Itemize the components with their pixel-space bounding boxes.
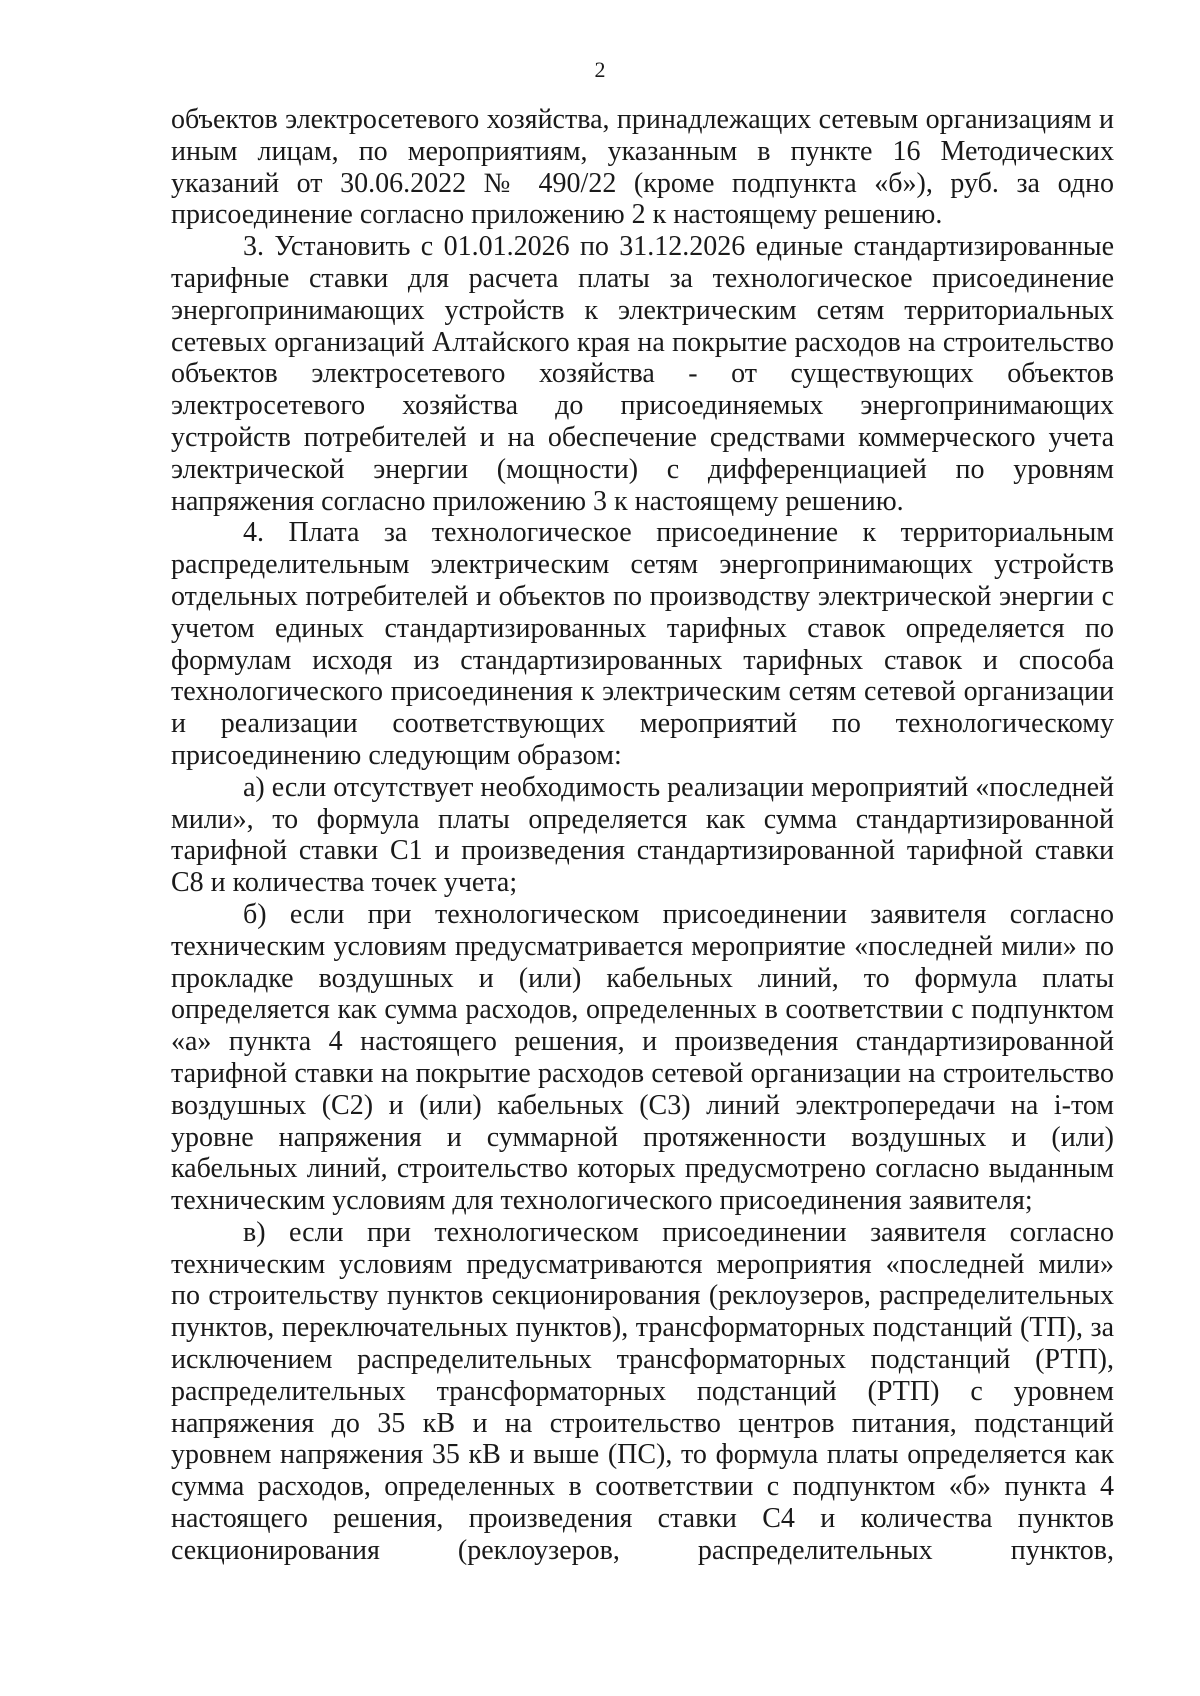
subparagraph-a: а) если отсутствует необходимость реализации мероприятий «последней мили», то формула платы определяется как сумма стандартизированной тарифной ставки C1 и произведения стандартизированной тарифной ставки C8 и количества точек учета;	[171, 771, 1114, 899]
subparagraph-v: в) если при технологическом присоединении заявителя согласно техническим условиям предусматриваются мероприятия «последней мили» по строительству пунктов секционирования (реклоузеров, распределительных пунктов, переключательных пунктов), трансформаторных подстанций (ТП), за исключением распределительных трансформаторных подстанций (РТП), распределительных трансформаторных подстанций (РТП) с уровнем напряжения до 35 кВ и на строительство центров питания, подстанций уровнем напряжения 35 кВ и выше (ПС), то формула платы определяется как сумма расходов, определенных в соответствии с подпунктом «б» пункта 4 настоящего решения, произведения ставки С4 и количества пунктов секционирования (реклоузеров, распределительных пунктов,	[171, 1216, 1114, 1566]
document-body	[171, 104, 1114, 1567]
paragraph-item-3: 3. Установить с 01.01.2026 по 31.12.2026 единые стандартизированные тарифные ставки для расчета платы за технологическое присоединение энергопринимающих устройств к электрическим сетям территориальных сетевых организаций Алтайского края на покрытие расходов на строительство объектов электросетевого хозяйства - от существующих объектов электросетевого хозяйства до присоединяемых энергопринимающих устройств потребителей и на обеспечение средствами коммерческого учета электрической энергии (мощности) с дифференциацией по уровням напряжения согласно приложению 3 к настоящему решению.	[171, 231, 1114, 517]
page-number: 2	[594, 57, 606, 82]
subparagraph-b: б) если при технологическом присоединении заявителя согласно техническим условиям предусматривается мероприятие «последней мили» по прокладке воздушных и (или) кабельных линий, то формула платы определяется как сумма расходов, определенных в соответствии с подпунктом «а» пункта 4 настоящего решения, и произведения стандартизированной тарифной ставки на покрытие расходов сетевой организации на строительство воздушных (С2) и (или) кабельных (С3) линий электропередачи на i-том уровне напряжения и суммарной протяженности воздушных и (или) кабельных линий, строительство которых предусмотрено согласно выданным техническим условиям для технологического присоединения заявителя;	[171, 898, 1114, 1217]
paragraph-item-4: 4. Плата за технологическое присоединение к территориальным распределительным электрическим сетям энергопринимающих устройств отдельных потребителей и объектов по производству электрической энергии с учетом единых стандартизированных тарифных ставок определяется по формулам исходя из стандартизированных тарифных ставок и способа технологического присоединения к электрическим сетям сетевой организации и реализации соответствующих мероприятий по технологическому присоединению следующим образом:	[171, 517, 1114, 771]
paragraph-continued: объектов электросетевого хозяйства, принадлежащих сетевым организациям и иным лицам, по мероприятиям, указанным в пункте 16 Методических указаний от 30.06.2022 № 490/22 (кроме подпункта «б»), руб. за одно присоединение согласно приложению 2 к настоящему решению.	[171, 104, 1114, 231]
